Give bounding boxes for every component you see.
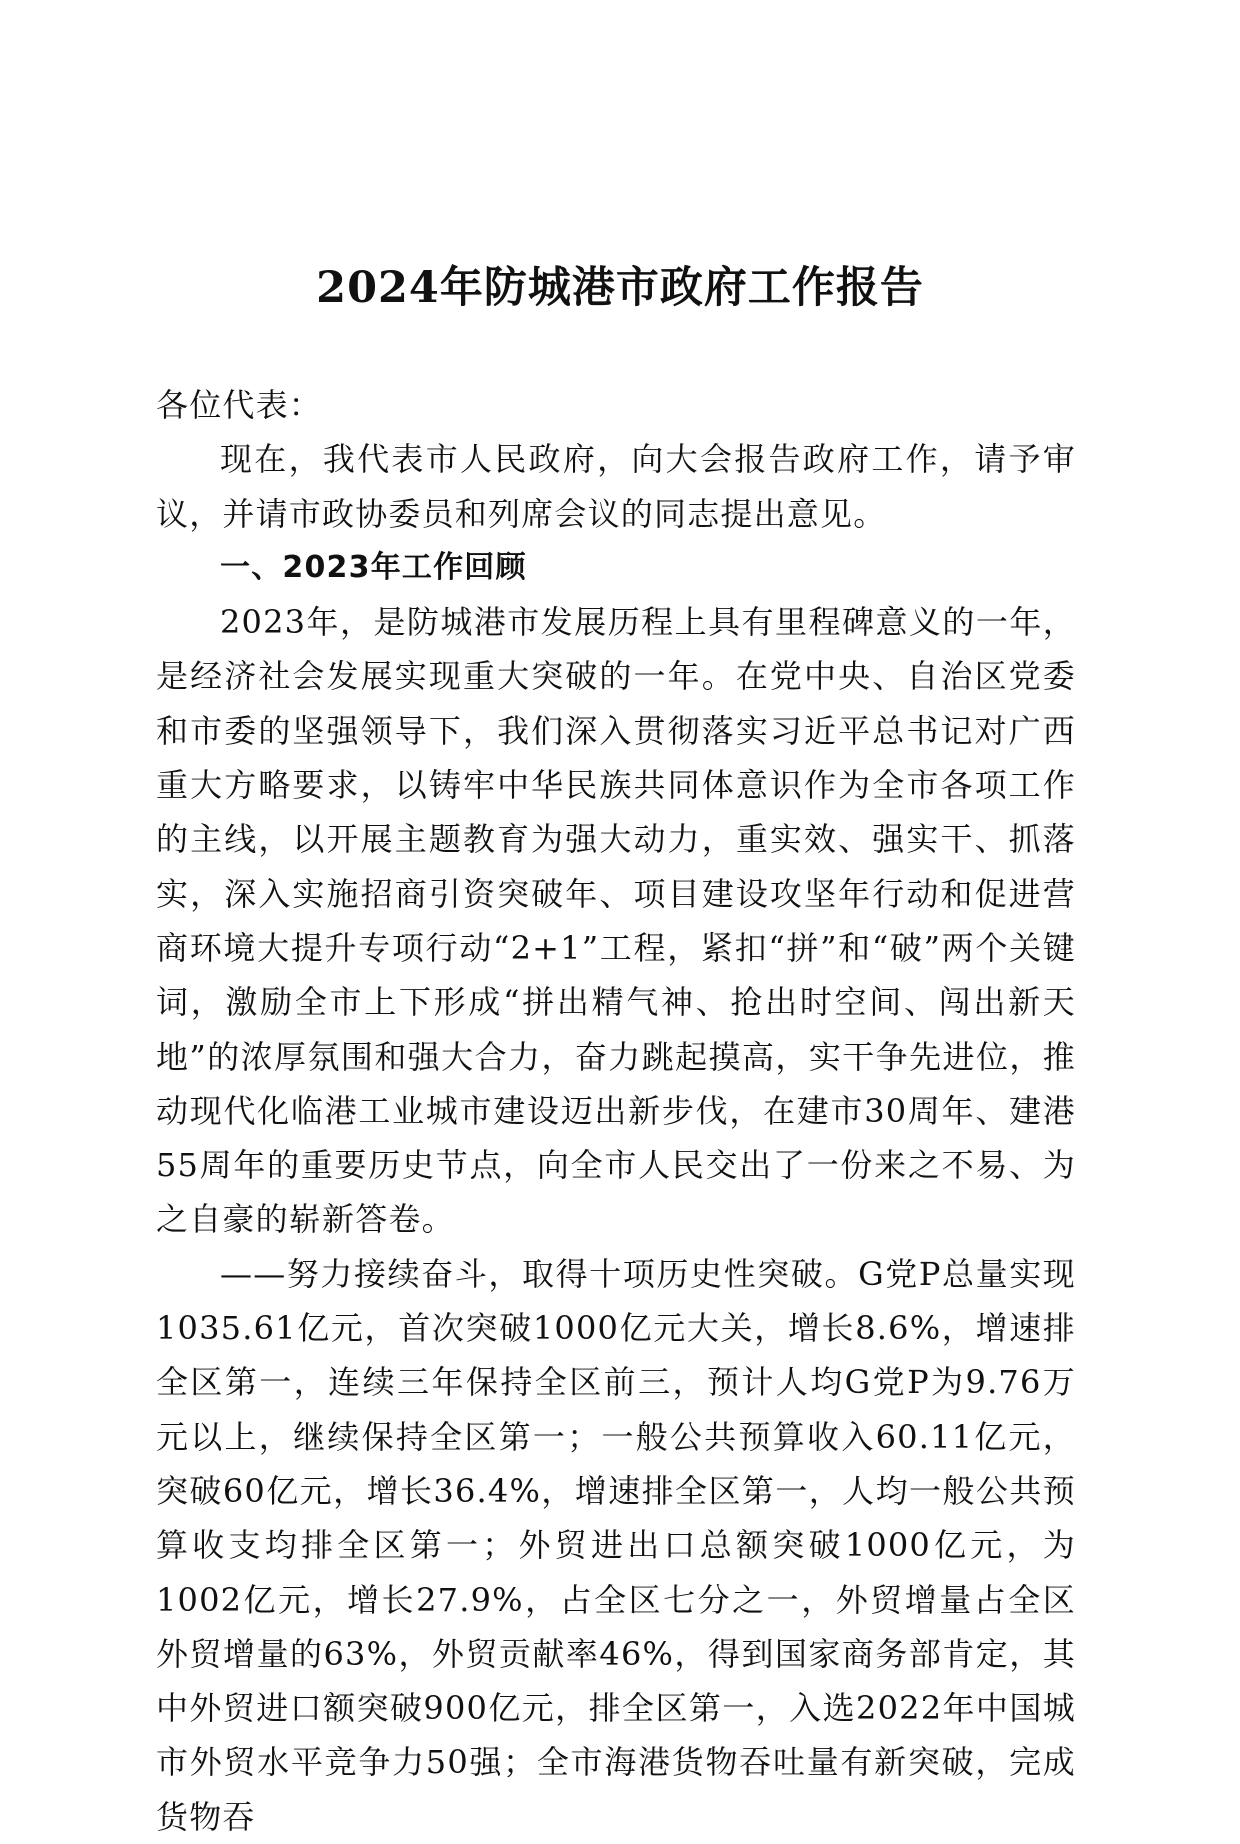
paragraph-intro: 现在，我代表市人民政府，向大会报告政府工作，请予审议，并请市政协委员和列席会议的同志提出意见。	[156, 440, 1076, 533]
paragraph-review: 2023年，是防城港市发展历程上具有里程碑意义的一年，是经济社会发展实现重大突破的一年。在党中央、自治区党委和市委的坚强领导下，我们深入贯彻落实习近平总书记对广西重大方略要求，以铸牢中华民族共同体意识作为全市各项工作的主线，以开展主题教育为强大动力，重实效、强实干、抓落实，深入实施招商引资突破年、项目建设攻坚年行动和促进营商环境大提升专项行动“2+1”工程，紧扣“拼”和“破”两个关键词，激励全市上下形成“拼出精气神、抢出时空间、闯出新天地”的浓厚氛围和强大合力，奋力跳起摸高，实干争先进位，推动现代化临港工业城市建设迈出新步伐，在建市30周年、建港55周年的重要历史节点，向全市人民交出了一份来之不易、为之自豪的崭新答卷。	[156, 603, 1076, 1239]
paragraph-breakthroughs: ——努力接续奋斗，取得十项历史性突破。G党P总量实现1035.61亿元，首次突破1000亿元大关，增长8.6%，增速排全区第一，连续三年保持全区前三，预计人均G党P为9.76万元以上，继续保持全区第一；一般公共预算收入60.11亿元，突破60亿元，增长36.4%，增速排全区第一，人均一般公共预算收支均排全区第一；外贸进出口总额突破1000亿元，为1002亿元，增长27.9%，占全区七分之一，外贸增量占全区外贸增量的63%，外贸贡献率46%，得到国家商务部肯定，其中外贸进口额突破900亿元，排全区第一，入选2022年中国城市外贸水平竞争力50强；全市海港货物吞吐量有新突破，完成货物吞	[156, 1254, 1076, 1836]
document-body	[156, 378, 1076, 1844]
section-heading: 一、2023年工作回顾	[220, 549, 527, 585]
salutation: 各位代表：	[156, 386, 323, 424]
document-title: 2024年防城港市政府工作报告	[316, 263, 924, 313]
